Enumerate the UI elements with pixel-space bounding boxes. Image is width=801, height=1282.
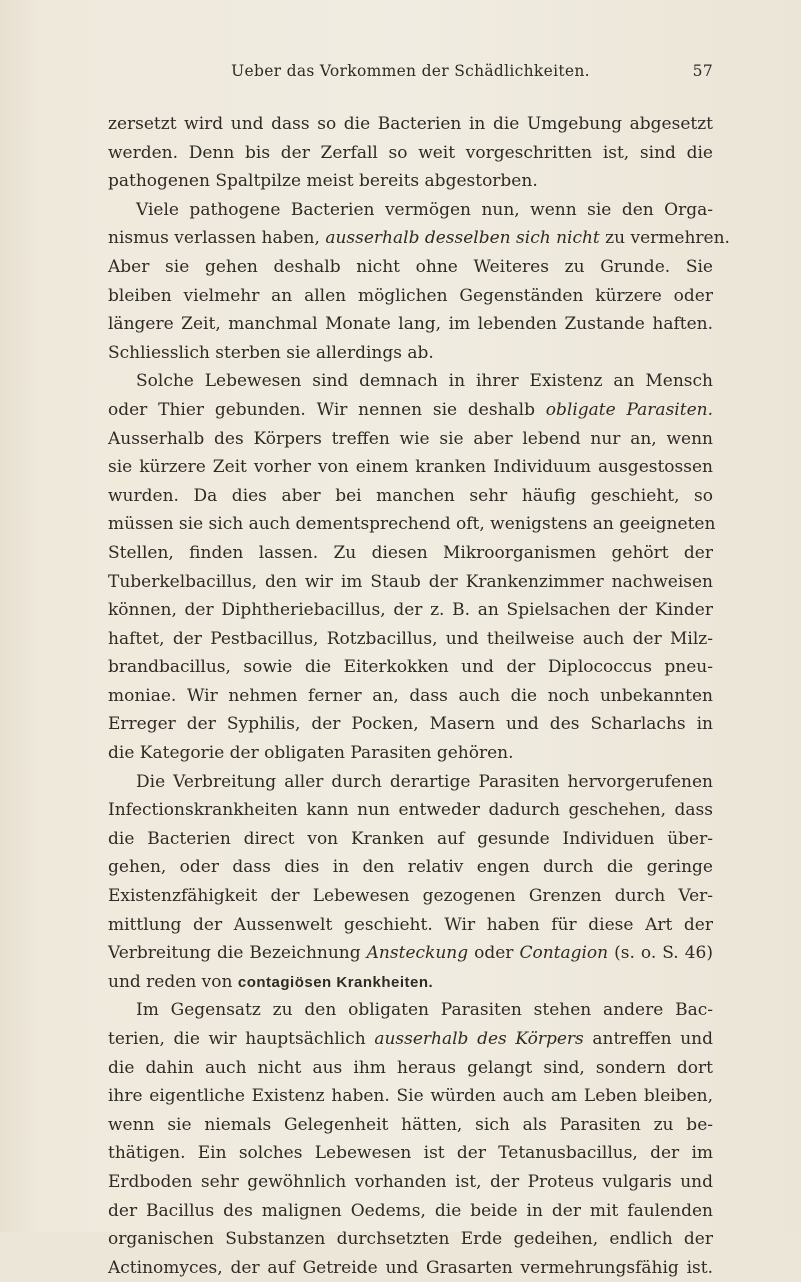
running-header — [108, 62, 713, 86]
text-line: wurden. Da dies aber bei manchen sehr häufig geschieht, so — [108, 485, 713, 506]
text-line: längere Zeit, manchmal Monate lang, im lebenden Zustande haften. — [108, 314, 713, 335]
emphasis: ausserhalb des Körpers — [374, 1029, 584, 1049]
text-line: Aber sie gehen deshalb nicht ohne Weiteres zu Grunde. Sie — [108, 256, 713, 277]
text-line: die Bacterien direct von Kranken auf gesunde Individuen über- — [108, 828, 713, 849]
text-line: moniae. Wir nehmen ferner an, dass auch die noch unbekannten — [108, 685, 713, 706]
text-line: ihre eigentliche Existenz haben. Sie würden auch am Leben bleiben, — [108, 1086, 713, 1107]
text-line: Verbreitung die Bezeichnung Ansteckung oder Contagion (s. o. S. 46) — [108, 943, 713, 964]
text-line: pathogenen Spaltpilze meist bereits abgestorben. — [108, 171, 538, 192]
text-line: der Bacillus des malignen Oedems, die beide in der mit faulenden — [108, 1200, 713, 1221]
text-line: thätigen. Ein solches Lebewesen ist der Tetanusbacillus, der im — [108, 1143, 713, 1164]
text-line: wenn sie niemals Gelegenheit hätten, sich als Parasiten zu be- — [108, 1114, 713, 1135]
running-title: Ueber das Vorkommen der Schädlichkeiten. — [231, 62, 590, 80]
text-line: sie kürzere Zeit vorher von einem kranken Individuum ausgestossen — [108, 457, 713, 478]
text-line: Actinomyces, der auf Getreide und Grasarten vermehrungsfähig ist. — [108, 1257, 713, 1278]
text-line: Tuberkelbacillus, den wir im Staub der Krankenzimmer nachweisen — [108, 571, 713, 592]
text-line: Infectionskrankheiten kann nun entweder dadurch geschehen, dass — [108, 800, 713, 821]
text-line: mittlung der Aussenwelt geschieht. Wir haben für diese Art der — [108, 914, 713, 935]
spaced-emphasis: contagiösen Krankheiten. — [237, 973, 434, 991]
text-line: oder Thier gebunden. Wir nennen sie deshalb obligate Parasiten. — [108, 399, 713, 420]
text-line: Solche Lebewesen sind demnach in ihrer Existenz an Mensch — [136, 371, 713, 392]
text-line: und reden von contagiösen Krankheiten. — [108, 971, 434, 992]
text-line: Ausserhalb des Körpers treffen wie sie aber lebend nur an, wenn — [108, 428, 713, 449]
text-line: Im Gegensatz zu den obligaten Parasiten stehen andere Bac- — [136, 1000, 713, 1021]
text-line: gehen, oder dass dies in den relativ engen durch die geringe — [108, 857, 713, 878]
page-number: 57 — [692, 62, 713, 80]
text-line: bleiben vielmehr an allen möglichen Gegenständen kürzere oder — [108, 285, 713, 306]
text-line: Erdboden sehr gewöhnlich vorhanden ist, der Proteus vulgaris und — [108, 1171, 713, 1192]
emphasis: Contagion — [519, 943, 609, 964]
emphasis: Ansteckung — [366, 943, 469, 964]
body-text — [108, 110, 730, 1282]
emphasis: obligate Parasiten. — [545, 399, 713, 420]
text-line: organischen Substanzen durchsetzten Erde gedeihen, endlich der — [108, 1229, 713, 1250]
text-line: Schliesslich sterben sie allerdings ab. — [108, 342, 434, 363]
text-line: müssen sie sich auch dementsprechend oft, wenigstens an geeigneten — [108, 514, 716, 535]
text-line: die Kategorie der obligaten Parasiten gehören. — [108, 743, 514, 764]
text-line: brandbacillus, sowie die Eiterkokken und der Diplococcus pneu- — [108, 657, 713, 678]
text-line: Stellen, finden lassen. Zu diesen Mikroorganismen gehört der — [108, 542, 713, 563]
text-line: haftet, der Pestbacillus, Rotzbacillus, und theilweise auch der Milz- — [108, 628, 713, 649]
text-line: können, der Diphtheriebacillus, der z. B. an Spielsachen der Kinder — [108, 600, 713, 621]
text-line: Erreger der Syphilis, der Pocken, Masern und des Scharlachs in — [108, 714, 713, 735]
text-line: Die Verbreitung aller durch derartige Parasiten hervorgerufenen — [136, 771, 713, 792]
text-line: Existenzfähigkeit der Lebewesen gezogenen Grenzen durch Ver- — [108, 886, 713, 907]
text-line: Viele pathogene Bacterien vermögen nun, wenn sie den Orga- — [136, 199, 713, 220]
text-line: zersetzt wird und dass so die Bacterien in die Umgebung abgesetzt — [108, 114, 713, 134]
text-line: die dahin auch nicht aus ihm heraus gelangt sind, sondern dort — [108, 1057, 713, 1078]
text-line: werden. Denn bis der Zerfall so weit vorgeschritten ist, sind die — [108, 142, 713, 163]
emphasis: ausserhalb desselben sich nicht — [325, 228, 600, 249]
text-line: terien, die wir hauptsächlich ausserhalb des Körpers antreffen und — [108, 1029, 713, 1049]
text-line: nismus verlassen haben, ausserhalb desselben sich nicht zu vermehren. — [108, 228, 730, 249]
